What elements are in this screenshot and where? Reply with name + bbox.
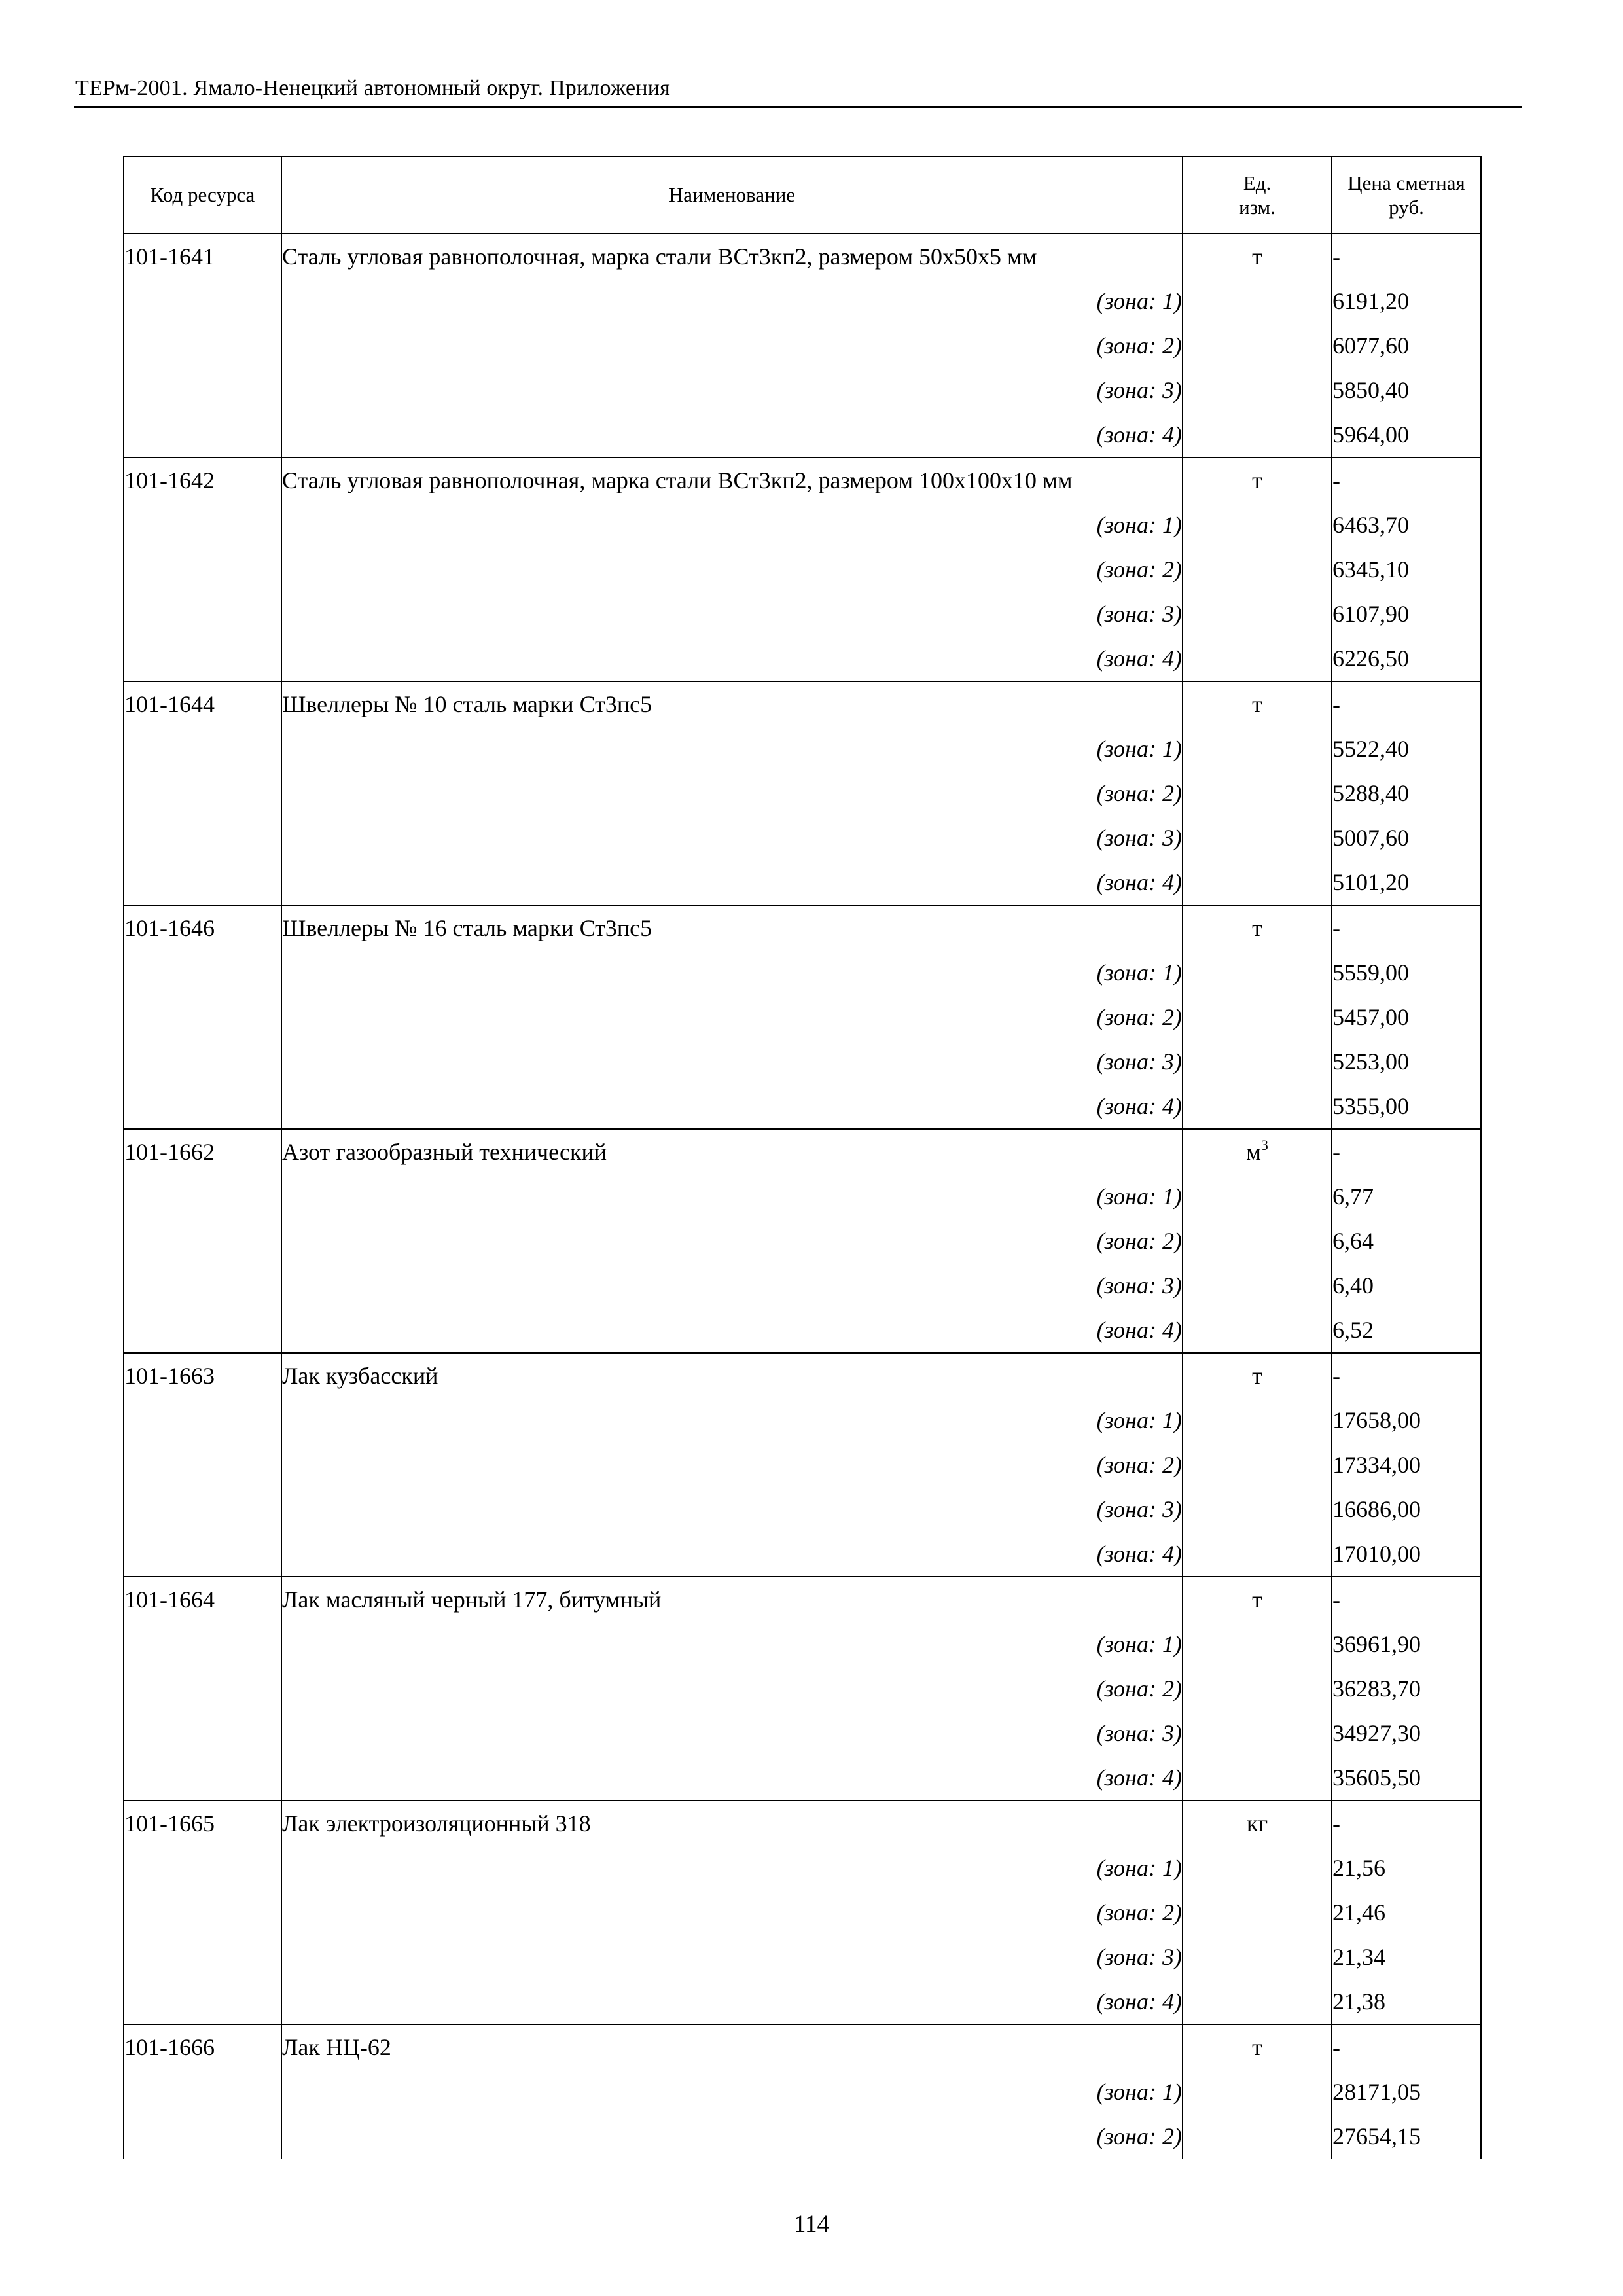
- zone-row: [124, 1487, 1481, 1532]
- zone-row: [124, 1890, 1481, 1935]
- zone-code-cell: [124, 2114, 281, 2159]
- zone-unit-cell: [1183, 503, 1332, 547]
- resource-price: -: [1332, 1801, 1481, 1846]
- zone-row: [124, 1532, 1481, 1577]
- zone-label: (зона: 1): [281, 1174, 1183, 1219]
- zone-code-cell: [124, 1398, 281, 1443]
- resource-group: [124, 1129, 1481, 1353]
- resource-unit-text: т: [1252, 2034, 1262, 2060]
- zone-unit-cell: [1183, 2114, 1332, 2159]
- zone-label: (зона: 3): [281, 1263, 1183, 1308]
- zone-unit-cell: [1183, 412, 1332, 457]
- zone-unit-cell: [1183, 995, 1332, 1039]
- zone-unit-cell: [1183, 1846, 1332, 1890]
- resource-name: Лак масляный черный 177, битумный: [281, 1577, 1183, 1622]
- zone-row: [124, 2114, 1481, 2159]
- zone-price: 6107,90: [1332, 592, 1481, 636]
- zone-label: (зона: 1): [281, 279, 1183, 323]
- resource-unit-exponent: 3: [1260, 1137, 1268, 1153]
- zone-unit-cell: [1183, 1174, 1332, 1219]
- zone-price: 5964,00: [1332, 412, 1481, 457]
- zone-price: 17658,00: [1332, 1398, 1481, 1443]
- zone-label: (зона: 3): [281, 1935, 1183, 1979]
- zone-code-cell: [124, 592, 281, 636]
- zone-label: (зона: 3): [281, 1039, 1183, 1084]
- resource-unit: [1183, 1129, 1332, 1174]
- zone-row: [124, 1979, 1481, 2024]
- zone-label: (зона: 3): [281, 1711, 1183, 1755]
- table-row: [124, 1801, 1481, 1846]
- zone-row: [124, 636, 1481, 681]
- zone-label: (зона: 4): [281, 860, 1183, 905]
- zone-price: 36283,70: [1332, 1666, 1481, 1711]
- zone-label: (зона: 1): [281, 503, 1183, 547]
- resource-code: 101-1665: [124, 1801, 281, 1846]
- zone-label: (зона: 3): [281, 592, 1183, 636]
- zone-row: [124, 547, 1481, 592]
- resource-code: 101-1642: [124, 457, 281, 503]
- zone-code-cell: [124, 1711, 281, 1755]
- resource-price: -: [1332, 2024, 1481, 2070]
- resource-name: Лак электроизоляционный 318: [281, 1801, 1183, 1846]
- zone-row: [124, 1084, 1481, 1129]
- zone-unit-cell: [1183, 368, 1332, 412]
- zone-label: (зона: 4): [281, 1755, 1183, 1801]
- zone-unit-cell: [1183, 2070, 1332, 2114]
- zone-price: 21,56: [1332, 1846, 1481, 1890]
- zone-code-cell: [124, 368, 281, 412]
- resource-unit-text: кг: [1246, 1810, 1268, 1837]
- table-row: [124, 2024, 1481, 2070]
- resource-group: [124, 1801, 1481, 2024]
- resource-group: [124, 1577, 1481, 1801]
- zone-code-cell: [124, 412, 281, 457]
- zone-row: [124, 592, 1481, 636]
- zone-label: (зона: 2): [281, 323, 1183, 368]
- resource-name: Швеллеры № 16 сталь марки Ст3пс5: [281, 905, 1183, 950]
- zone-price: 5253,00: [1332, 1039, 1481, 1084]
- zone-row: [124, 1398, 1481, 1443]
- zone-price: 6,77: [1332, 1174, 1481, 1219]
- resource-unit: [1183, 2024, 1332, 2070]
- resource-unit-text: м: [1246, 1139, 1261, 1165]
- zone-label: (зона: 2): [281, 1443, 1183, 1487]
- zone-row: [124, 1219, 1481, 1263]
- zone-price: 27654,15: [1332, 2114, 1481, 2159]
- zone-unit-cell: [1183, 1979, 1332, 2024]
- resource-price-table: [123, 156, 1482, 2159]
- zone-unit-cell: [1183, 1084, 1332, 1129]
- zone-label: (зона: 1): [281, 2070, 1183, 2114]
- zone-code-cell: [124, 503, 281, 547]
- resource-group: [124, 2024, 1481, 2159]
- resource-code: 101-1662: [124, 1129, 281, 1174]
- zone-code-cell: [124, 1755, 281, 1801]
- zone-unit-cell: [1183, 279, 1332, 323]
- zone-code-cell: [124, 1174, 281, 1219]
- resource-code: 101-1664: [124, 1577, 281, 1622]
- zone-row: [124, 1308, 1481, 1353]
- zone-unit-cell: [1183, 1935, 1332, 1979]
- zone-code-cell: [124, 771, 281, 816]
- zone-code-cell: [124, 995, 281, 1039]
- resource-code: 101-1646: [124, 905, 281, 950]
- zone-price: 28171,05: [1332, 2070, 1481, 2114]
- zone-price: 34927,30: [1332, 1711, 1481, 1755]
- zone-price: 17010,00: [1332, 1532, 1481, 1577]
- zone-label: (зона: 2): [281, 2114, 1183, 2159]
- zone-code-cell: [124, 1979, 281, 2024]
- zone-price: 6,64: [1332, 1219, 1481, 1263]
- zone-row: [124, 1755, 1481, 1801]
- resource-unit: [1183, 1801, 1332, 1846]
- zone-row: [124, 816, 1481, 860]
- table-row: [124, 1353, 1481, 1398]
- table-row: [124, 234, 1481, 279]
- zone-code-cell: [124, 547, 281, 592]
- zone-label: (зона: 2): [281, 547, 1183, 592]
- resource-unit: [1183, 681, 1332, 726]
- zone-code-cell: [124, 279, 281, 323]
- table-row: [124, 1577, 1481, 1622]
- resource-price: -: [1332, 905, 1481, 950]
- zone-code-cell: [124, 1308, 281, 1353]
- zone-code-cell: [124, 1487, 281, 1532]
- zone-unit-cell: [1183, 1487, 1332, 1532]
- zone-code-cell: [124, 1532, 281, 1577]
- zone-row: [124, 279, 1481, 323]
- zone-code-cell: [124, 816, 281, 860]
- zone-label: (зона: 4): [281, 1532, 1183, 1577]
- zone-price: 21,34: [1332, 1935, 1481, 1979]
- resource-code: 101-1644: [124, 681, 281, 726]
- zone-unit-cell: [1183, 1711, 1332, 1755]
- column-header-price: [1332, 156, 1481, 234]
- zone-code-cell: [124, 1666, 281, 1711]
- zone-row: [124, 1666, 1481, 1711]
- zone-price: 21,38: [1332, 1979, 1481, 2024]
- zone-price: 6345,10: [1332, 547, 1481, 592]
- column-header-unit-line2: изм.: [1239, 196, 1275, 219]
- zone-code-cell: [124, 950, 281, 995]
- resource-unit-text: т: [1252, 243, 1262, 270]
- resource-code: 101-1663: [124, 1353, 281, 1398]
- resource-unit: [1183, 457, 1332, 503]
- zone-unit-cell: [1183, 1666, 1332, 1711]
- zone-code-cell: [124, 860, 281, 905]
- zone-label: (зона: 2): [281, 1219, 1183, 1263]
- zone-code-cell: [124, 636, 281, 681]
- zone-label: (зона: 4): [281, 412, 1183, 457]
- zone-price: 6191,20: [1332, 279, 1481, 323]
- table-row: [124, 905, 1481, 950]
- resource-unit-text: т: [1252, 691, 1262, 717]
- zone-price: 5101,20: [1332, 860, 1481, 905]
- zone-label: (зона: 3): [281, 816, 1183, 860]
- zone-row: [124, 995, 1481, 1039]
- resource-unit-text: т: [1252, 1587, 1262, 1613]
- resource-name: Сталь угловая равнополочная, марка стали ВСт3кп2, размером 50х50х5 мм: [281, 234, 1183, 279]
- zone-unit-cell: [1183, 547, 1332, 592]
- zone-row: [124, 1846, 1481, 1890]
- zone-unit-cell: [1183, 323, 1332, 368]
- resource-price: -: [1332, 1129, 1481, 1174]
- resource-name: Швеллеры № 10 сталь марки Ст3пс5: [281, 681, 1183, 726]
- zone-code-cell: [124, 1890, 281, 1935]
- zone-code-cell: [124, 1622, 281, 1666]
- zone-row: [124, 323, 1481, 368]
- column-header-name: Наименование: [281, 156, 1183, 234]
- zone-row: [124, 771, 1481, 816]
- zone-price: 5559,00: [1332, 950, 1481, 995]
- zone-label: (зона: 1): [281, 1622, 1183, 1666]
- zone-code-cell: [124, 1935, 281, 1979]
- zone-unit-cell: [1183, 1308, 1332, 1353]
- zone-unit-cell: [1183, 860, 1332, 905]
- resource-group: [124, 457, 1481, 681]
- zone-label: (зона: 1): [281, 1398, 1183, 1443]
- zone-price: 5850,40: [1332, 368, 1481, 412]
- zone-row: [124, 2070, 1481, 2114]
- zone-label: (зона: 3): [281, 368, 1183, 412]
- zone-row: [124, 1935, 1481, 1979]
- resource-unit: [1183, 234, 1332, 279]
- table-row: [124, 681, 1481, 726]
- resource-group: [124, 681, 1481, 905]
- zone-row: [124, 1443, 1481, 1487]
- resource-name: Азот газообразный технический: [281, 1129, 1183, 1174]
- resource-group: [124, 1353, 1481, 1577]
- zone-row: [124, 1174, 1481, 1219]
- resource-unit-text: т: [1252, 1363, 1262, 1389]
- zone-code-cell: [124, 323, 281, 368]
- table-row: [124, 457, 1481, 503]
- zone-unit-cell: [1183, 1890, 1332, 1935]
- zone-row: [124, 503, 1481, 547]
- zone-price: 6226,50: [1332, 636, 1481, 681]
- zone-price: 6,52: [1332, 1308, 1481, 1353]
- zone-label: (зона: 4): [281, 1979, 1183, 2024]
- zone-code-cell: [124, 1219, 281, 1263]
- page-header-title: ТЕРм-2001. Ямало-Ненецкий автономный округ. Приложения: [75, 76, 670, 100]
- resource-name: Лак кузбасский: [281, 1353, 1183, 1398]
- zone-price: 6463,70: [1332, 503, 1481, 547]
- zone-row: [124, 1711, 1481, 1755]
- zone-row: [124, 726, 1481, 771]
- zone-price: 6077,60: [1332, 323, 1481, 368]
- zone-code-cell: [124, 1039, 281, 1084]
- zone-code-cell: [124, 1443, 281, 1487]
- zone-unit-cell: [1183, 1398, 1332, 1443]
- zone-code-cell: [124, 1846, 281, 1890]
- zone-unit-cell: [1183, 1755, 1332, 1801]
- zone-price: 5288,40: [1332, 771, 1481, 816]
- resource-price: -: [1332, 1577, 1481, 1622]
- resource-code: 101-1641: [124, 234, 281, 279]
- column-header-price-line1: Цена сметная: [1347, 171, 1465, 194]
- zone-row: [124, 1263, 1481, 1308]
- zone-code-cell: [124, 726, 281, 771]
- zone-row: [124, 368, 1481, 412]
- column-header-unit-line1: Ед.: [1243, 171, 1272, 194]
- zone-unit-cell: [1183, 726, 1332, 771]
- zone-unit-cell: [1183, 950, 1332, 995]
- zone-price: 35605,50: [1332, 1755, 1481, 1801]
- zone-code-cell: [124, 2070, 281, 2114]
- zone-price: 21,46: [1332, 1890, 1481, 1935]
- zone-code-cell: [124, 1263, 281, 1308]
- zone-unit-cell: [1183, 592, 1332, 636]
- resource-unit-text: т: [1252, 915, 1262, 941]
- resource-group: [124, 234, 1481, 457]
- zone-unit-cell: [1183, 1622, 1332, 1666]
- zone-price: 17334,00: [1332, 1443, 1481, 1487]
- resource-name: Лак НЦ-62: [281, 2024, 1183, 2070]
- zone-unit-cell: [1183, 816, 1332, 860]
- resource-unit-text: т: [1252, 467, 1262, 493]
- zone-price: 5355,00: [1332, 1084, 1481, 1129]
- zone-label: (зона: 3): [281, 1487, 1183, 1532]
- zone-label: (зона: 1): [281, 1846, 1183, 1890]
- zone-price: 5457,00: [1332, 995, 1481, 1039]
- zone-price: 16686,00: [1332, 1487, 1481, 1532]
- resource-code: 101-1666: [124, 2024, 281, 2070]
- zone-label: (зона: 2): [281, 1666, 1183, 1711]
- zone-unit-cell: [1183, 1263, 1332, 1308]
- table-row: [124, 1129, 1481, 1174]
- resource-name: Сталь угловая равнополочная, марка стали ВСт3кп2, размером 100х100х10 мм: [281, 457, 1183, 503]
- zone-label: (зона: 4): [281, 1308, 1183, 1353]
- zone-unit-cell: [1183, 1039, 1332, 1084]
- column-header-unit: [1183, 156, 1332, 234]
- zone-price: 5522,40: [1332, 726, 1481, 771]
- page-header: [74, 73, 1522, 108]
- column-header-code: Код ресурса: [124, 156, 281, 234]
- zone-row: [124, 1622, 1481, 1666]
- resource-unit: [1183, 905, 1332, 950]
- zone-price: 5007,60: [1332, 816, 1481, 860]
- resource-price: -: [1332, 234, 1481, 279]
- zone-price: 6,40: [1332, 1263, 1481, 1308]
- resource-unit: [1183, 1353, 1332, 1398]
- zone-unit-cell: [1183, 1532, 1332, 1577]
- column-header-price-line2: руб.: [1389, 196, 1424, 219]
- table-header-row: [124, 156, 1481, 234]
- zone-label: (зона: 2): [281, 1890, 1183, 1935]
- resource-price: -: [1332, 1353, 1481, 1398]
- resource-group: [124, 905, 1481, 1129]
- zone-label: (зона: 2): [281, 771, 1183, 816]
- zone-label: (зона: 4): [281, 636, 1183, 681]
- zone-label: (зона: 1): [281, 950, 1183, 995]
- zone-row: [124, 950, 1481, 995]
- zone-unit-cell: [1183, 636, 1332, 681]
- zone-row: [124, 412, 1481, 457]
- resource-price: -: [1332, 681, 1481, 726]
- zone-price: 36961,90: [1332, 1622, 1481, 1666]
- zone-label: (зона: 2): [281, 995, 1183, 1039]
- resource-unit: [1183, 1577, 1332, 1622]
- zone-label: (зона: 1): [281, 726, 1183, 771]
- zone-row: [124, 860, 1481, 905]
- resource-price: -: [1332, 457, 1481, 503]
- zone-code-cell: [124, 1084, 281, 1129]
- zone-unit-cell: [1183, 1219, 1332, 1263]
- zone-unit-cell: [1183, 771, 1332, 816]
- zone-unit-cell: [1183, 1443, 1332, 1487]
- zone-label: (зона: 4): [281, 1084, 1183, 1129]
- page-number: 114: [793, 2211, 830, 2238]
- zone-row: [124, 1039, 1481, 1084]
